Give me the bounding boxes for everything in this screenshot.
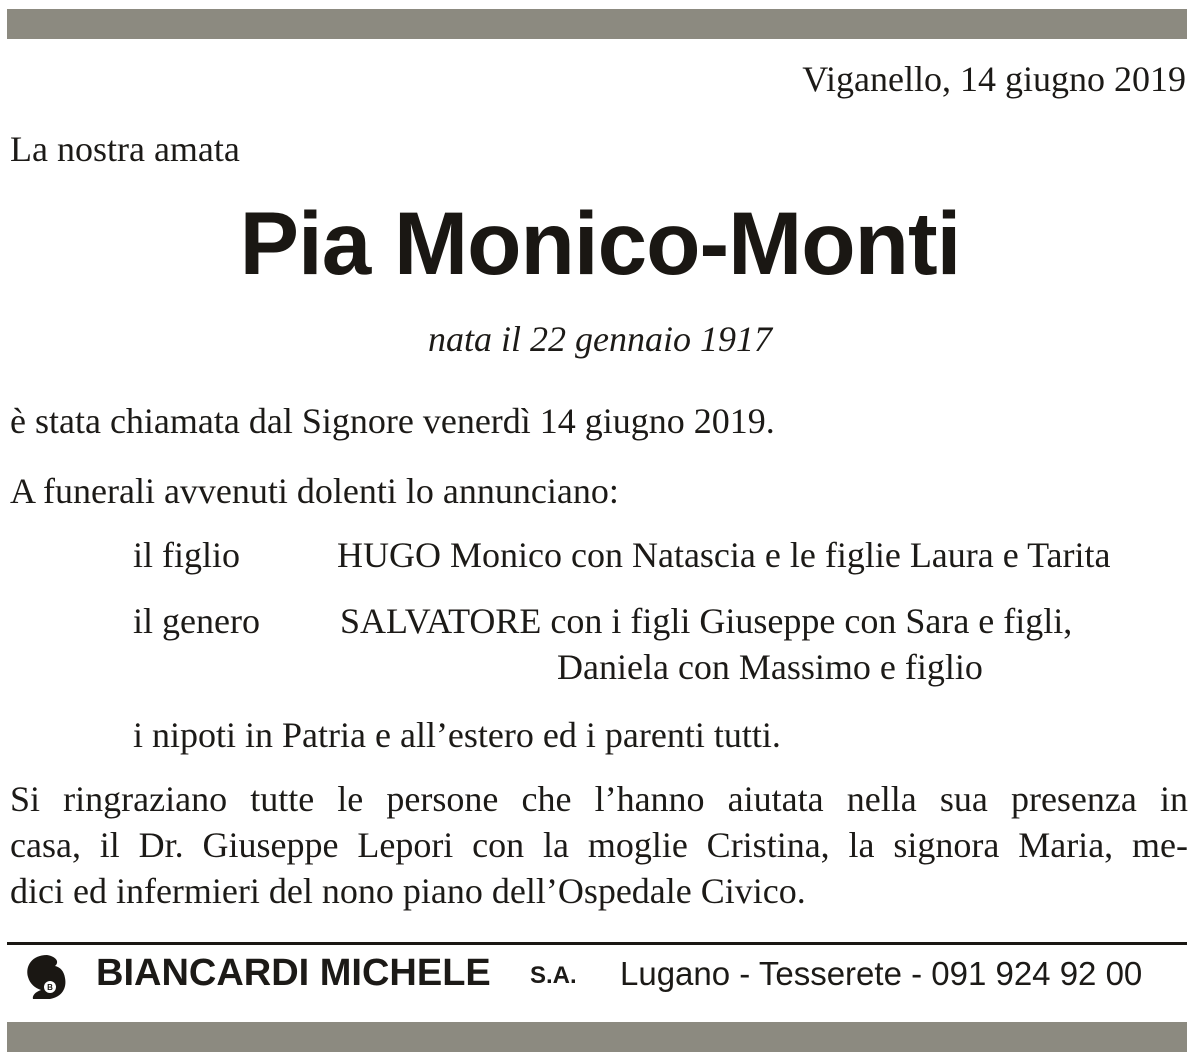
- relation-label-son: il figlio: [133, 535, 240, 575]
- company-suffix: S.A.: [530, 962, 577, 989]
- thanks-paragraph: [10, 776, 1188, 914]
- nephews-line: i nipoti in Patria e all’estero ed i parenti tutti.: [133, 715, 781, 755]
- place-date: Viganello, 14 giugno 2019: [802, 59, 1186, 99]
- relation-label-son-in-law: il genero: [133, 601, 260, 641]
- funeral-home-logo-icon: [20, 951, 70, 1001]
- top-decorative-bar: [7, 9, 1187, 39]
- relatives-son-in-law-line-2: Daniela con Massimo e figlio: [557, 647, 983, 687]
- thanks-line: casa, il Dr. Giuseppe Lepori con la moglie Cristina, la signora Maria, me-: [10, 825, 1188, 865]
- company-contact: Lugano - Tesserete - 091 924 92 00: [620, 955, 1143, 992]
- company-name: BIANCARDI MICHELE: [96, 952, 491, 994]
- announcement-intro: A funerali avvenuti dolenti lo annunciano:: [10, 471, 619, 511]
- birth-date: nata il 22 gennaio 1917: [428, 319, 772, 359]
- footer-divider: [7, 942, 1187, 945]
- passing-statement: è stata chiamata dal Signore venerdì 14 giugno 2019.: [10, 401, 775, 441]
- svg-text:B: B: [47, 983, 53, 992]
- bottom-decorative-bar: [7, 1022, 1187, 1052]
- thanks-line: Si ringraziano tutte le persone che l’hanno aiutata nella sua presenza in: [10, 779, 1188, 819]
- relatives-son-line: HUGO Monico con Natascia e le figlie Laura e Tarita: [337, 535, 1111, 575]
- deceased-name: Pia Monico-Monti: [239, 193, 961, 293]
- intro-text: La nostra amata: [10, 129, 240, 169]
- relatives-son-in-law-line-1: SALVATORE con i figli Giuseppe con Sara e figli,: [340, 601, 1073, 641]
- thanks-line: dici ed infermieri del nono piano dell’Ospedale Civico.: [10, 871, 806, 911]
